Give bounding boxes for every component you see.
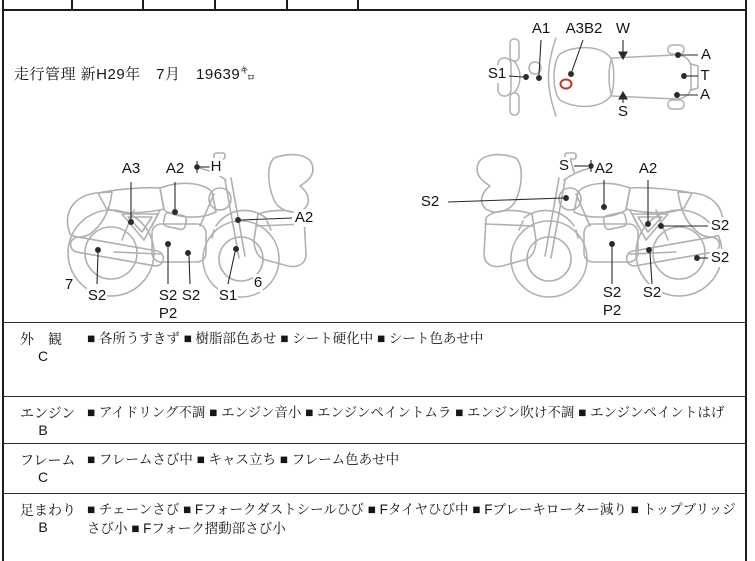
right-label-s: S	[558, 157, 570, 174]
left-label-a3: A3	[121, 160, 141, 177]
comments-text: ■ チェーンさび ■ Fフォークダストシールひび ■ Fタイヤひび中 ■ Fブレーキローター減り ■ トップブリッジさび小 ■ Fフォーク摺動部さび小	[87, 502, 736, 536]
top-view-label-a-bottom: A	[699, 86, 711, 103]
top-view-label-w: W	[615, 20, 631, 37]
inspection-row-engine	[3, 396, 746, 443]
grade-label: C	[37, 348, 49, 364]
category-label: エンジン	[20, 405, 76, 421]
comments-text: ■ 各所うすきず ■ 樹脂部色あせ ■ シート硬化中 ■ シート色あせ中	[87, 331, 484, 346]
left-label-s2-engine: S2	[158, 287, 178, 304]
inspection-row-exterior	[3, 322, 746, 396]
left-label-6: 6	[253, 274, 263, 291]
category-label: フレーム	[20, 452, 76, 468]
leader-lines	[448, 160, 708, 284]
right-side-diagram	[402, 152, 747, 320]
right-label-a2-tank: A2	[594, 160, 614, 177]
left-label-s2-muffler: S2	[87, 287, 107, 304]
comments-text: ■ フレームさび中 ■ キャス立ち ■ フレーム色あせ中	[87, 452, 400, 467]
top-view-label-a3b2: A3B2	[565, 20, 603, 37]
inspection-row-frame	[3, 443, 746, 493]
right-label-s2-engine: S2	[602, 284, 622, 301]
right-label-s2-front: S2	[420, 193, 440, 210]
left-label-s2-frame: S2	[181, 287, 201, 304]
comments-text: ■ アイドリング不調 ■ エンジン音小 ■ エンジンペイントムラ ■ エンジン吹け不調 ■ エンジンペイントはげ	[87, 405, 725, 420]
top-view-label-s1: S1	[487, 65, 507, 82]
grade-label: C	[37, 469, 49, 485]
category-label: 外 観	[20, 331, 62, 347]
grade-label: B	[38, 422, 48, 438]
right-label-s2-frame: S2	[642, 284, 662, 301]
left-label-h: H	[210, 158, 222, 175]
inspection-row-undercarriage	[3, 493, 746, 561]
grade-label: B	[38, 519, 48, 535]
left-label-a2-fender: A2	[294, 209, 314, 226]
mileage-text: 走行管理 新H29年 7月 19639㌔	[14, 66, 256, 83]
right-label-a2-cover: A2	[638, 160, 658, 177]
top-view-label-a-top: A	[700, 46, 712, 63]
right-label-p2: P2	[602, 302, 622, 319]
top-view-label-s: S	[617, 103, 629, 120]
left-label-s1: S1	[218, 287, 238, 304]
right-label-s2-wheel: S2	[710, 249, 730, 266]
left-label-a2-tank: A2	[165, 160, 185, 177]
left-label-p2: P2	[158, 305, 178, 322]
right-label-s2-shock: S2	[710, 217, 730, 234]
left-label-7: 7	[64, 276, 74, 293]
top-view-label-a1: A1	[531, 20, 551, 37]
category-label: 足まわり	[20, 502, 76, 518]
top-view-label-t: T	[700, 67, 710, 84]
red-damage-mark	[561, 80, 572, 89]
